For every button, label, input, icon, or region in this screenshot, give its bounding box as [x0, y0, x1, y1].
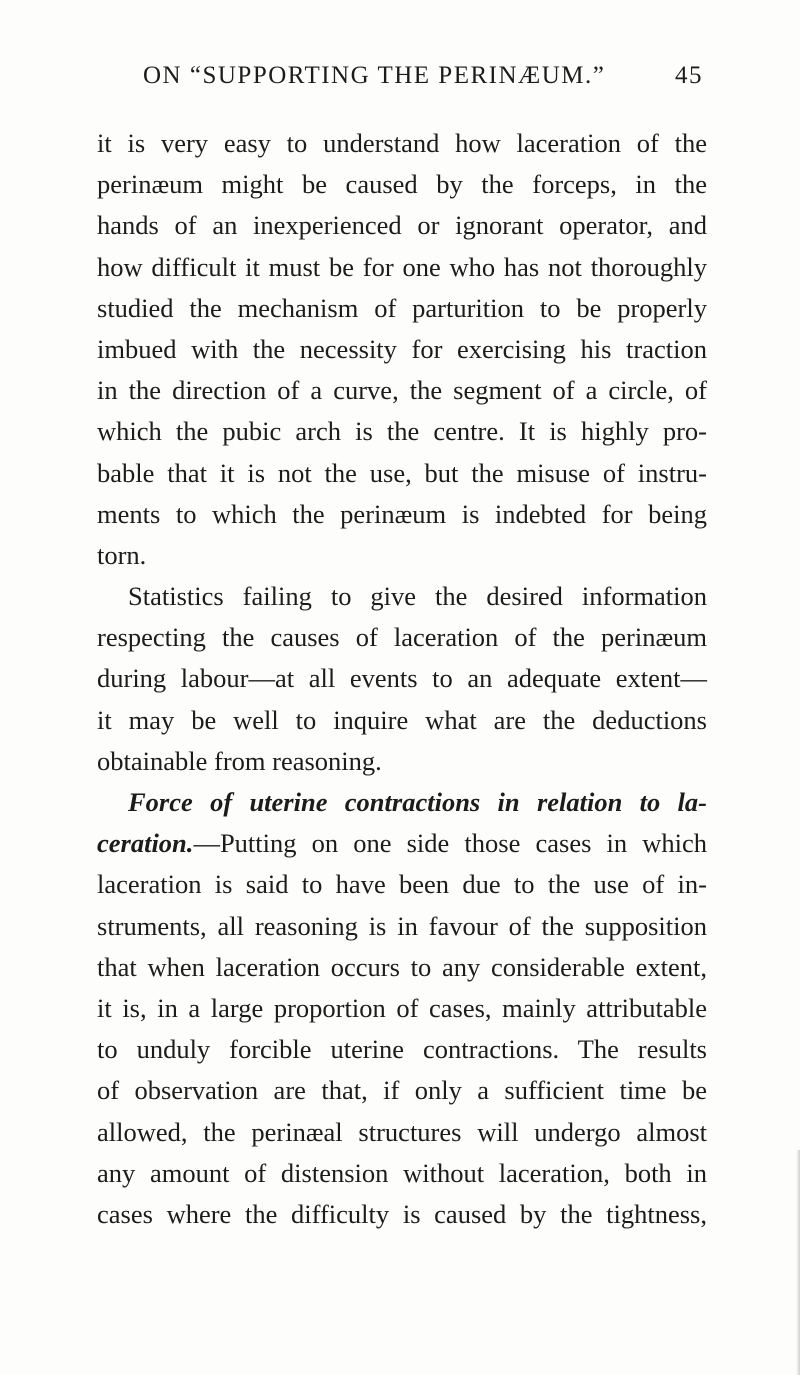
text-line: any amount of distension without laceration, both in	[97, 1157, 707, 1188]
text-line: imbued with the necessity for exercising his traction	[97, 333, 707, 364]
running-head	[143, 62, 703, 90]
page-number: 45	[675, 62, 703, 89]
text-line: hands of an inexperienced or ignorant operator, and	[97, 210, 707, 241]
text-line: it may be well to inquire what are the deductions	[97, 704, 707, 735]
text-line: Statistics failing to give the desired information	[128, 581, 707, 612]
page-edge-shadow	[796, 1150, 800, 1375]
text-line: allowed, the perinæal structures will undergo almost	[97, 1116, 707, 1147]
text-line: struments, all reasoning is in favour of the supposition	[97, 910, 707, 941]
text-line: laceration is said to have been due to the use of in-	[97, 869, 707, 900]
text-line: perinæum might be caused by the forceps, in the	[97, 169, 707, 200]
text-line: which the pubic arch is the centre. It is highly pro-	[97, 416, 707, 447]
text-line: studied the mechanism of parturition to be properly	[97, 292, 707, 323]
body-text	[97, 123, 707, 1235]
text-line: how difficult it must be for one who has not thoroughly	[97, 251, 707, 282]
text-line: bable that it is not the use, but the misuse of instru-	[97, 457, 707, 488]
text-line: obtainable from reasoning.	[97, 745, 382, 776]
section-text: —Putting on one side those cases in which	[193, 828, 707, 859]
section-heading-line: Force of uterine contractions in relation to la-	[128, 787, 707, 817]
section-heading-continuation	[97, 823, 707, 864]
text-line: torn.	[97, 539, 147, 570]
text-line: it is, in a large proportion of cases, mainly attributable	[97, 992, 707, 1023]
text-line: ments to which the perinæum is indebted for being	[97, 498, 707, 529]
text-line: during labour—at all events to an adequate extent—	[97, 663, 707, 694]
text-line: respecting the causes of laceration of the perinæum	[97, 622, 707, 653]
text-line: that when laceration occurs to any considerable extent,	[97, 951, 707, 982]
text-line: of observation are that, if only a sufficient time be	[97, 1075, 707, 1106]
text-line: in the direction of a curve, the segment of a circle, of	[97, 375, 707, 406]
text-line: cases where the difficulty is caused by the tightness,	[97, 1198, 707, 1229]
running-head-title: ON “SUPPORTING THE PERINÆUM.”	[143, 62, 606, 89]
text-line: to unduly forcible uterine contractions. The results	[97, 1034, 707, 1065]
section-heading-tail: ceration.	[97, 828, 194, 859]
text-line: it is very easy to understand how laceration of the	[97, 128, 707, 158]
